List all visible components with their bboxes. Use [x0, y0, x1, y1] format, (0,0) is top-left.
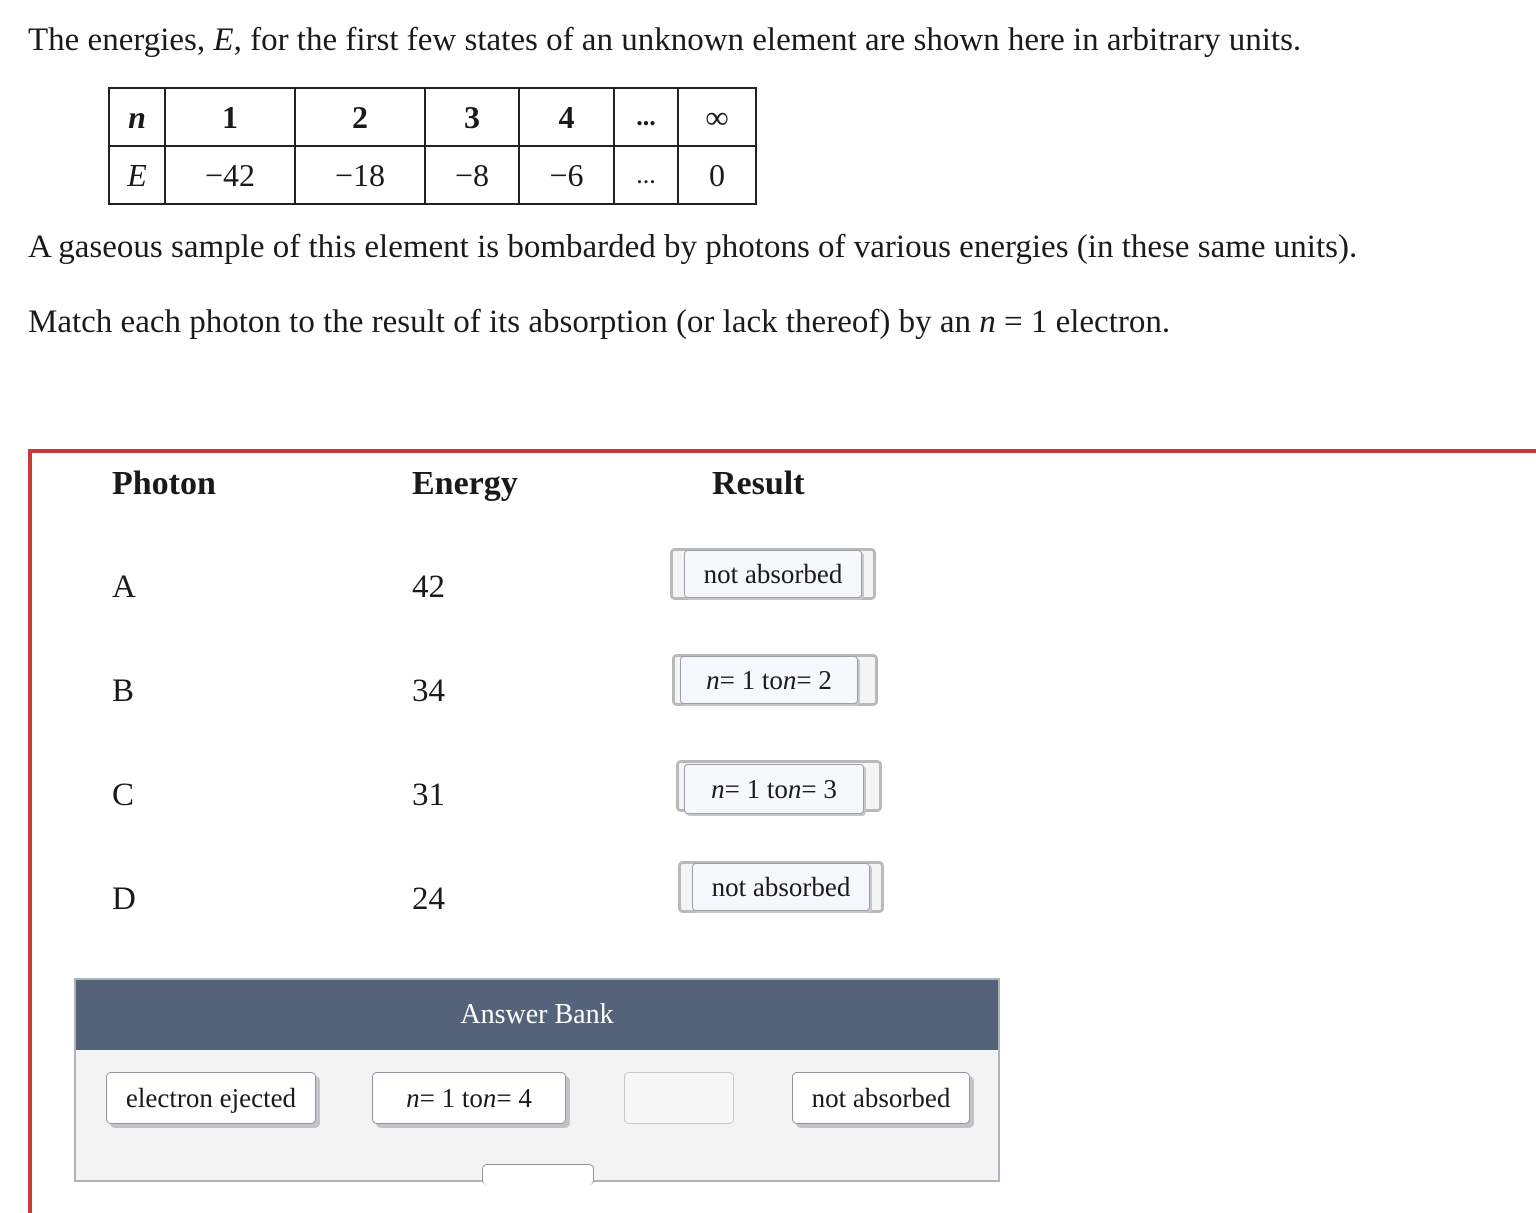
photon-energy-b: 34 — [412, 673, 445, 709]
energy-variable: E — [213, 22, 234, 58]
bank-chip-n1-to-n4[interactable]: n = 1 to n = 4 — [372, 1072, 566, 1124]
n-row-label: n — [109, 88, 165, 146]
result-chip-b[interactable]: n = 1 to n = 2 — [680, 656, 858, 704]
n-variable: n — [979, 304, 996, 340]
n-cell-1: 1 — [165, 88, 295, 146]
result-chip-d[interactable]: not absorbed — [692, 863, 870, 911]
e-cell-3: −8 — [425, 146, 519, 204]
result-column-header: Result — [712, 465, 805, 502]
energy-column-header: Energy — [412, 465, 518, 502]
result-chip-c[interactable]: n = 1 to n = 3 — [684, 764, 864, 814]
photon-column-header: Photon — [112, 465, 216, 502]
photon-label-a: A — [112, 569, 136, 605]
result-slot-a[interactable] — [670, 548, 876, 598]
photon-label-d: D — [112, 881, 136, 917]
photon-label-b: B — [112, 673, 135, 709]
intro-text-line-3: Match each photon to the result of its absorption (or lack thereof) by an n = 1 electron. — [28, 304, 1171, 340]
n-cell-ellipsis: ... — [614, 88, 678, 146]
photon-energy-d: 24 — [412, 881, 445, 917]
n-cell-4: 4 — [519, 88, 614, 146]
n-cell-infinity: ∞ — [678, 88, 756, 146]
bank-chip-not-absorbed[interactable]: not absorbed — [792, 1072, 970, 1124]
e-cell-2: −18 — [295, 146, 425, 204]
result-slot-d[interactable] — [678, 861, 884, 911]
e-row-label: E — [109, 146, 165, 204]
n-cell-2: 2 — [295, 88, 425, 146]
photon-energy-a: 42 — [412, 569, 445, 605]
bank-chip-partially-visible[interactable] — [482, 1164, 594, 1185]
result-slot-c[interactable] — [676, 760, 882, 810]
intro-text-line-1: The energies, E, for the first few states of an unknown element are shown here in arbitrary units. — [28, 22, 1302, 58]
e-cell-ellipsis: ... — [614, 146, 678, 204]
answer-bank-header: Answer Bank — [76, 980, 998, 1050]
energy-table-e-row — [109, 146, 756, 204]
result-chip-a[interactable]: not absorbed — [684, 550, 862, 598]
bank-chip-electron-ejected[interactable]: electron ejected — [106, 1072, 316, 1124]
intro-text-line-2: A gaseous sample of this element is bombarded by photons of various energies (in these same units). — [28, 229, 1358, 265]
energy-table — [108, 87, 757, 205]
e-cell-4: −6 — [519, 146, 614, 204]
result-slot-b[interactable] — [672, 654, 878, 704]
e-cell-infinity: 0 — [678, 146, 756, 204]
n-cell-3: 3 — [425, 88, 519, 146]
photon-energy-c: 31 — [412, 777, 445, 813]
photon-label-c: C — [112, 777, 135, 813]
bank-empty-slot[interactable] — [624, 1072, 734, 1124]
answer-bank — [74, 978, 1000, 1182]
energy-table-n-row — [109, 88, 756, 146]
e-cell-1: −42 — [165, 146, 295, 204]
